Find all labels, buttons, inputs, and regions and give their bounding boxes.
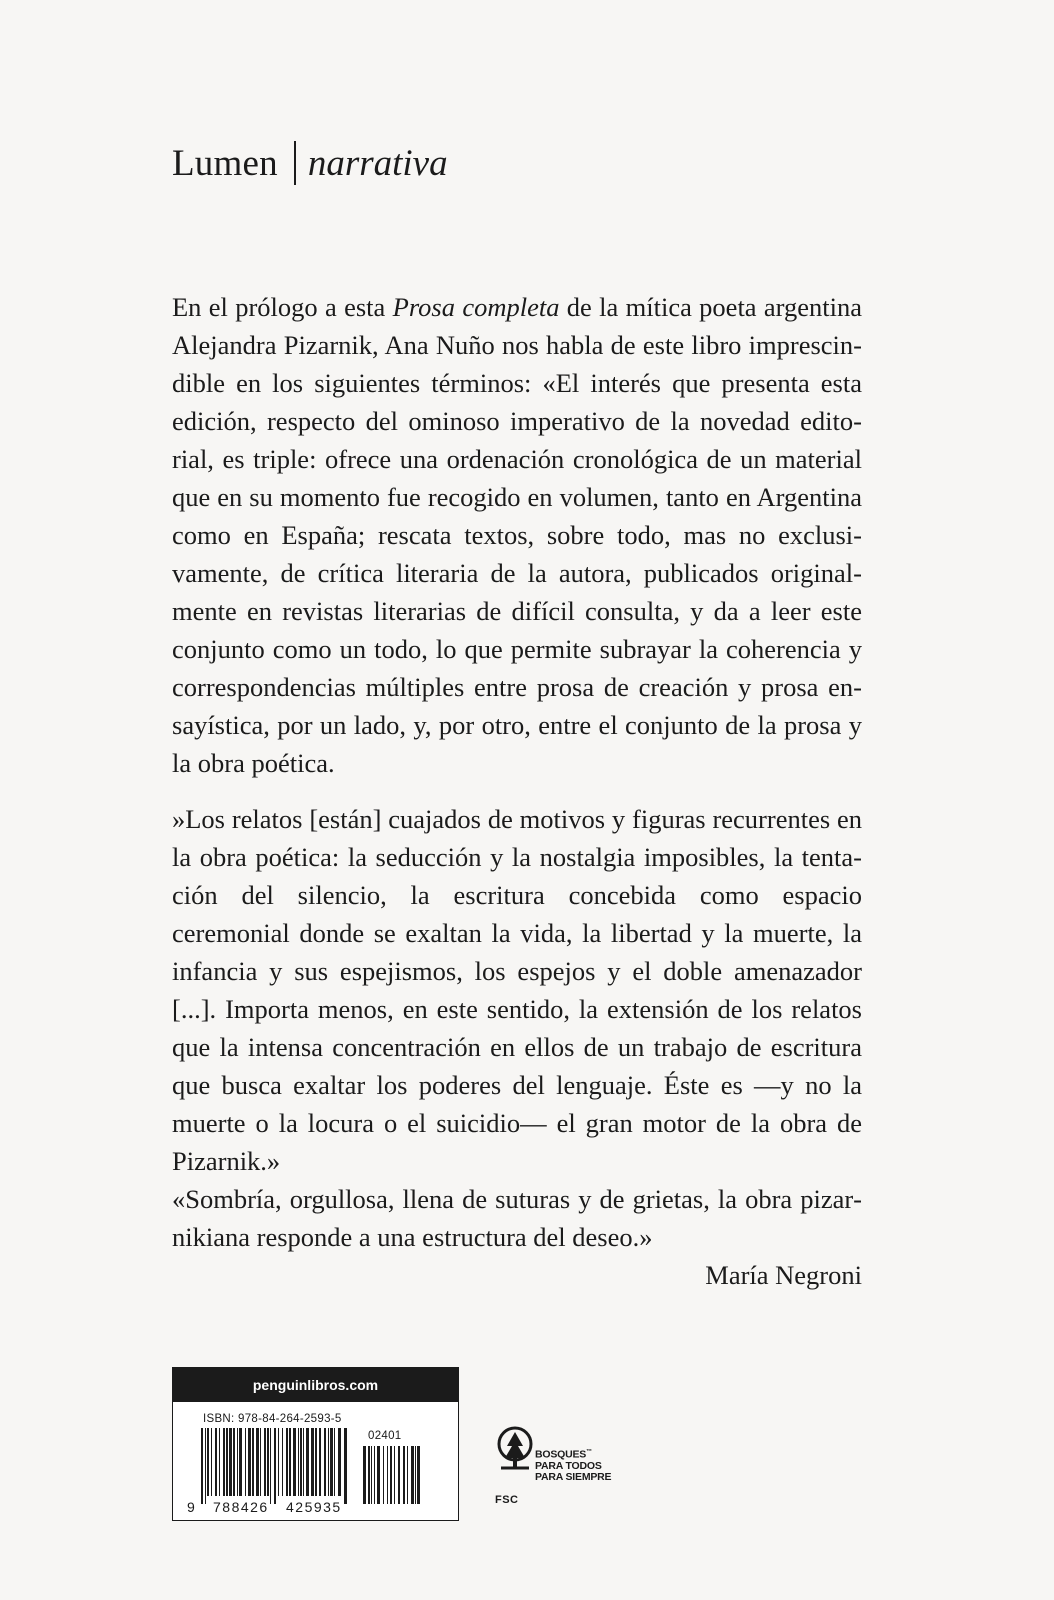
blurb-text: »Los relatos [están] cuajados de motivos y figuras recurrentes en la obra poética: la seducción y la nostalgia imposibles, la tentación del silencio, la escritura concebida como espacio ceremonial donde se exaltan la vida, la libertad y la muerte, la infancia y sus espejismos, los espejos y el doble amenazador [...]. Importa menos, en este sentido, la extensión de los relatos que la intensa concentración en ellos de un trabajo de escritura que busca exaltar los poderes del lenguaje. Éste es —y no la muerte o la locura o el suicidio— el gran motor de la obra de Pizarnik.»	[172, 804, 862, 1176]
fsc-slogan	[535, 1447, 611, 1483]
book-title: Prosa completa	[392, 292, 560, 322]
blurb-text: En el prólogo a esta	[172, 292, 393, 322]
trademark-mark: ™	[586, 1449, 592, 1455]
blurb-text: de la mítica poeta argentina Alejandra Pizarnik, Ana Nuño nos habla de este libro imprescindible en los siguientes términos: «El interés que presenta esta edición, respecto del ominoso imperativo de la novedad editorial, es triple: ofrece una ordenación cronológica de un material que en su momento fue recogido en volumen, tanto en Argentina como en España; rescata textos, sobre todo, mas no exclusivamente, de crítica literaria de la autora, publicados originalmente en revistas literarias de difícil consulta, y da a leer este conjunto como un todo, lo que permite subrayar la coherencia y correspondencias múltiples entre prosa de creación y prosa ensayística, por un lado, y, por otro, entre el conjunto de la prosa y la obra poética.	[172, 292, 863, 778]
publisher-name: Lumen	[172, 142, 278, 184]
fsc-tree-icon	[495, 1418, 535, 1492]
website-label: penguinlibros.com	[173, 1368, 458, 1402]
imprint-divider	[294, 141, 296, 185]
barcode-digits-left: 788426	[213, 1499, 269, 1515]
addon-code: 02401	[368, 1430, 402, 1442]
isbn-text: ISBN: 978-84-264-2593-5	[203, 1413, 342, 1425]
slogan-line-1: BOSQUES	[535, 1448, 587, 1461]
fsc-logo	[495, 1418, 630, 1508]
slogan-line-2: PARA TODOS	[535, 1459, 602, 1472]
barcode-block	[172, 1367, 459, 1521]
fsc-label: FSC	[495, 1494, 519, 1506]
slogan-line-3: PARA SIEMPRE	[535, 1470, 612, 1483]
imprint	[172, 138, 448, 188]
collection-name: narrativa	[307, 142, 448, 184]
barcode-digits-right: 425935	[286, 1499, 342, 1515]
endorsement-quote: «Sombría, orgullosa, llena de suturas y de grietas, la obra pizarnikiana responde a una estructura del deseo.»	[172, 1184, 862, 1252]
blurb-paragraph-1	[172, 288, 862, 782]
blurb-paragraph-2	[172, 800, 862, 1180]
barcode-digit-first: 9	[187, 1499, 197, 1515]
endorsement-author: María Negroni	[705, 1260, 862, 1290]
